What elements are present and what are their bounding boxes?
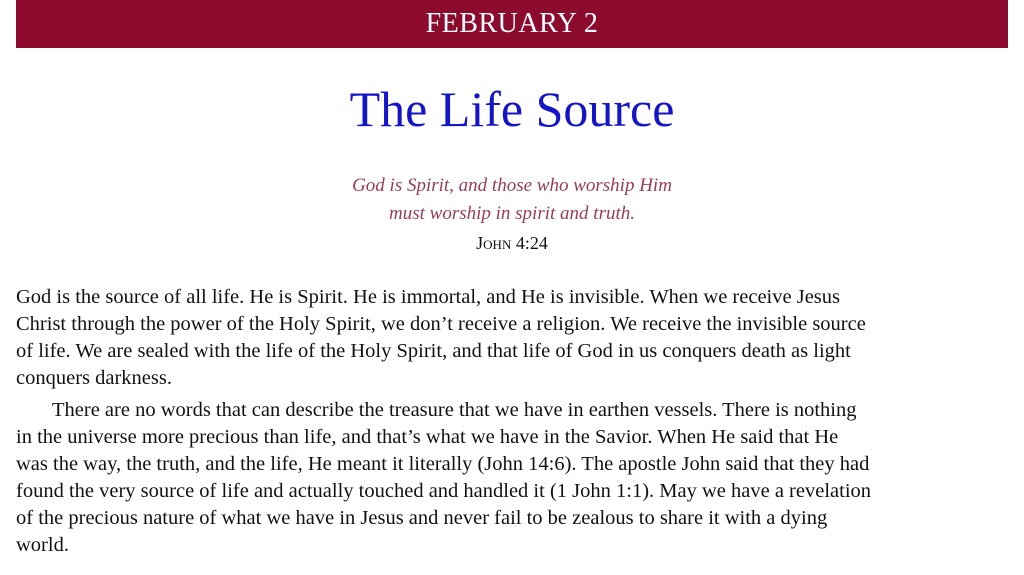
text-line: of life. We are sealed with the life of the Holy Spirit, and that life of God in us conquers death as light bbox=[16, 340, 851, 362]
text-line: was the way, the truth, and the life, He meant it literally (John 14:6). The apostle John said that they had bbox=[16, 453, 870, 475]
text-line: world. bbox=[16, 534, 69, 556]
devotional-body bbox=[16, 284, 1008, 559]
date-banner: FEBRUARY 2 bbox=[16, 0, 1008, 48]
text-line: God is the source of all life. He is Spirit. He is immortal, and He is invisible. When we receive Jesus bbox=[16, 286, 840, 308]
verse-line: must worship in spirit and truth. bbox=[389, 203, 635, 224]
text-line: in the universe more precious than life, and that’s what we have in the Savior. When He said that He bbox=[16, 426, 839, 448]
devotional-title: The Life Source bbox=[349, 81, 675, 137]
verse-line: God is Spirit, and those who worship Him bbox=[352, 175, 672, 196]
paragraph-1 bbox=[16, 284, 1008, 392]
text-line: conquers darkness. bbox=[16, 367, 172, 389]
paragraph-2 bbox=[16, 397, 1008, 559]
scripture-reference bbox=[0, 231, 1024, 255]
scripture-verse bbox=[0, 172, 1024, 228]
text-line: of the precious nature of what we have in Jesus and never fail to be zealous to share it with a dying bbox=[16, 507, 828, 529]
text-line: Christ through the power of the Holy Spirit, we don’t receive a religion. We receive the invisible source bbox=[16, 313, 866, 335]
reference-book: John bbox=[476, 233, 512, 253]
text-line: found the very source of life and actually touched and handled it (1 John 1:1). May we have a revelation bbox=[16, 480, 872, 502]
reference-chapter-verse: 4:24 bbox=[511, 233, 548, 253]
text-line: There are no words that can describe the treasure that we have in earthen vessels. There is nothing bbox=[52, 399, 857, 421]
